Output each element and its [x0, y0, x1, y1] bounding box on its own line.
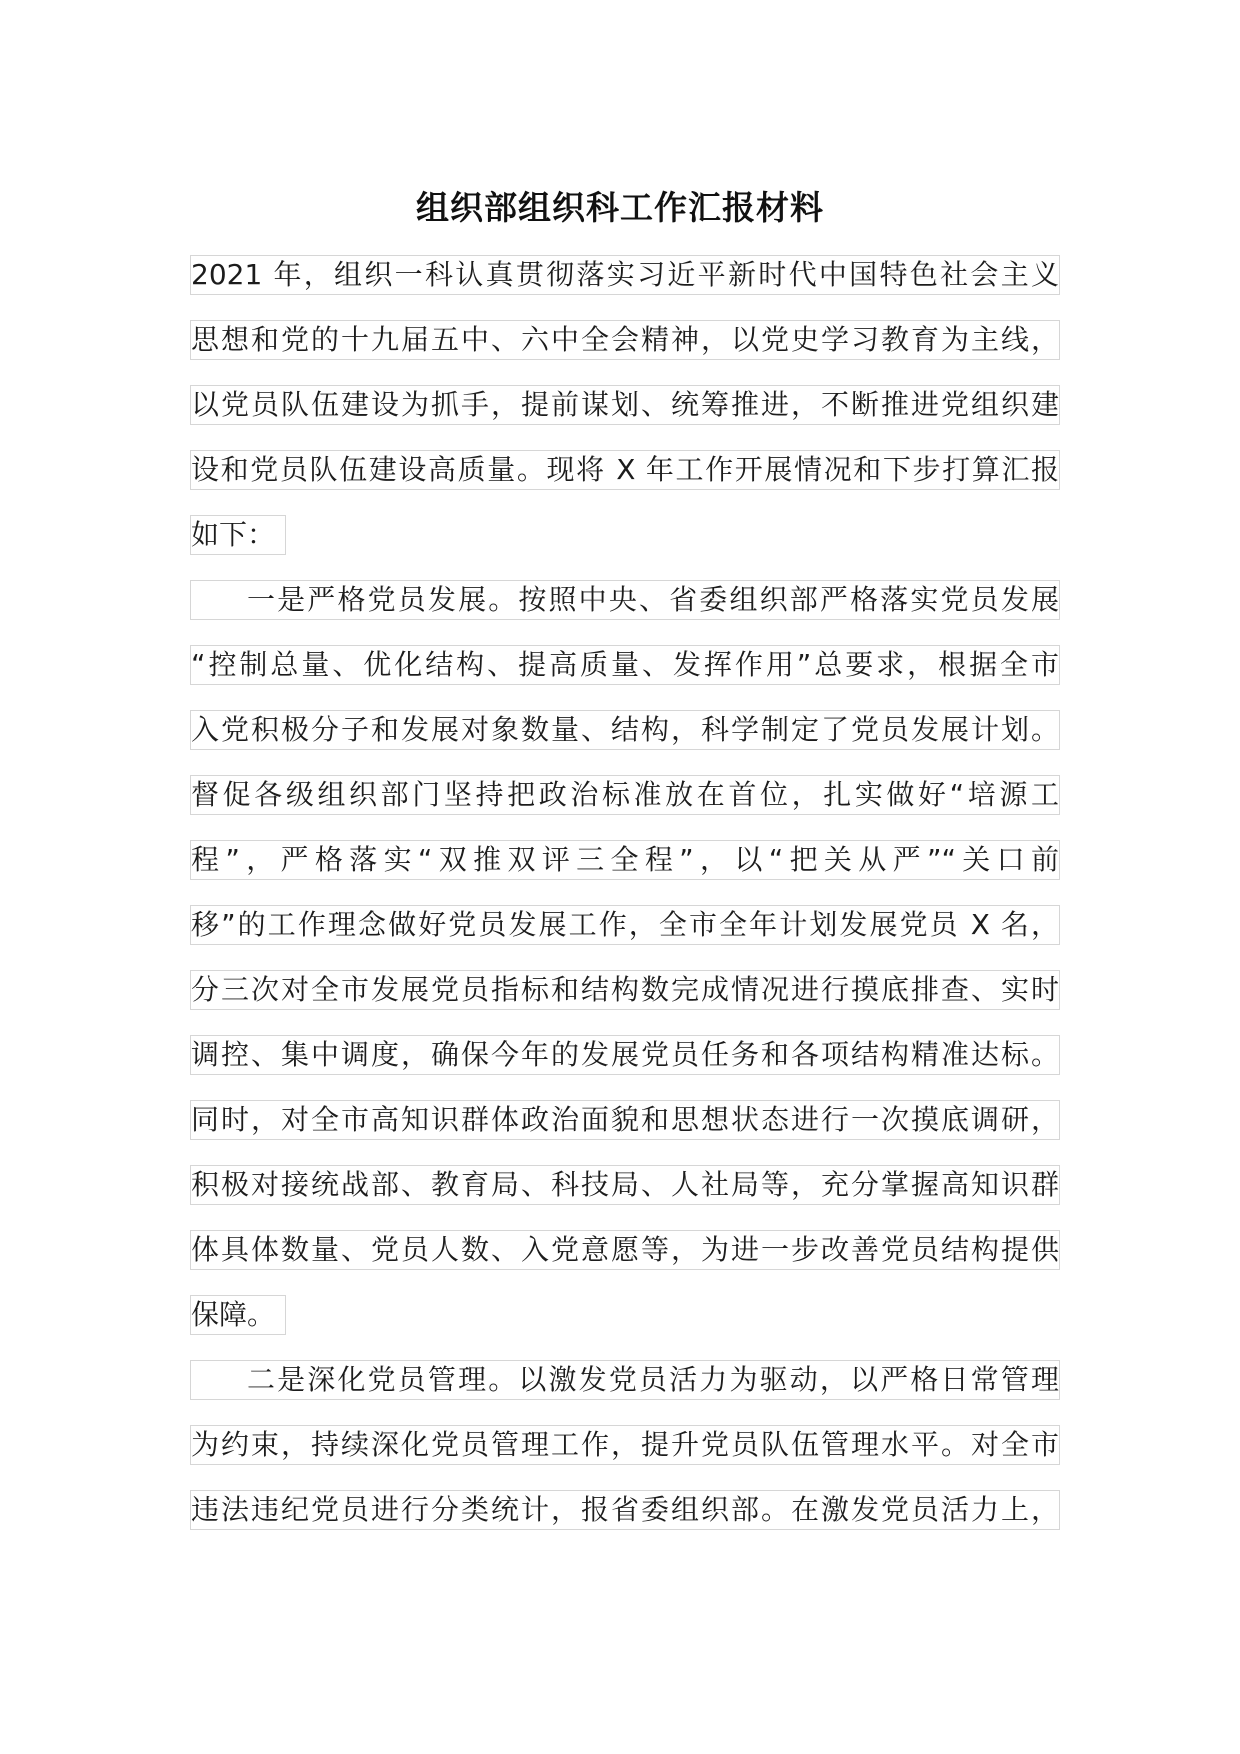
text-line-content: 以党员队伍建设为抓手，提前谋划、统筹推进，不断推进党组织建	[190, 385, 1060, 425]
text-line-content: 分三次对全市发展党员指标和结构数完成情况进行摸底排查、实时	[190, 970, 1060, 1010]
text-line-content: 二是深化党员管理。以激发党员活力为驱动，以严格日常管理	[190, 1360, 1060, 1400]
text-line-content: 思想和党的十九届五中、六中全会精神，以党史学习教育为主线，	[190, 320, 1060, 360]
text-line	[190, 1358, 1060, 1423]
text-line	[190, 1098, 1060, 1163]
text-line-content: “控制总量、优化结构、提高质量、发挥作用”总要求，根据全市	[190, 645, 1060, 685]
text-line	[190, 903, 1060, 968]
text-line	[190, 708, 1060, 773]
text-line	[190, 1423, 1060, 1488]
text-line	[190, 1163, 1060, 1228]
text-line-content: 2021 年，组织一科认真贯彻落实习近平新时代中国特色社会主义	[190, 255, 1060, 295]
text-line	[190, 1033, 1060, 1098]
text-line-content: 入党积极分子和发展对象数量、结构，科学制定了党员发展计划。	[190, 710, 1060, 750]
text-line	[190, 773, 1060, 838]
text-line	[190, 253, 1060, 318]
text-line-content: 如下：	[190, 515, 286, 555]
text-line	[190, 838, 1060, 903]
text-line	[190, 448, 1060, 513]
text-line	[190, 968, 1060, 1033]
text-line-content: 违法违纪党员进行分类统计，报省委组织部。在激发党员活力上，	[190, 1490, 1060, 1530]
text-line-content: 设和党员队伍建设高质量。现将 X 年工作开展情况和下步打算汇报	[190, 450, 1060, 490]
text-line	[190, 643, 1060, 708]
text-line-content: 为约束，持续深化党员管理工作，提升党员队伍管理水平。对全市	[190, 1425, 1060, 1465]
text-line-content: 一是严格党员发展。按照中央、省委组织部严格落实党员发展	[190, 580, 1060, 620]
text-line	[190, 1228, 1060, 1293]
text-line-content: 移”的工作理念做好党员发展工作，全市全年计划发展党员 X 名，	[190, 905, 1060, 945]
text-line	[190, 578, 1060, 643]
text-line	[190, 513, 1060, 578]
text-line-content: 调控、集中调度，确保今年的发展党员任务和各项结构精准达标。	[190, 1035, 1060, 1075]
text-line-content: 督促各级组织部门坚持把政治标准放在首位，扎实做好“培源工	[190, 775, 1060, 815]
document-body	[190, 253, 1060, 1553]
text-line-content: 同时，对全市高知识群体政治面貌和思想状态进行一次摸底调研，	[190, 1100, 1060, 1140]
document-title: 组织部组织科工作汇报材料	[416, 188, 824, 227]
text-line	[190, 318, 1060, 383]
text-line-content: 体具体数量、党员人数、入党意愿等，为进一步改善党员结构提供	[190, 1230, 1060, 1270]
text-line	[190, 383, 1060, 448]
text-line-content: 积极对接统战部、教育局、科技局、人社局等，充分掌握高知识群	[190, 1165, 1060, 1205]
text-line	[190, 1293, 1060, 1358]
text-line	[190, 1488, 1060, 1553]
text-line-content: 程”，严格落实“双推双评三全程”，以“把关从严”“关口前	[190, 840, 1060, 880]
text-line-content: 保障。	[190, 1295, 286, 1335]
